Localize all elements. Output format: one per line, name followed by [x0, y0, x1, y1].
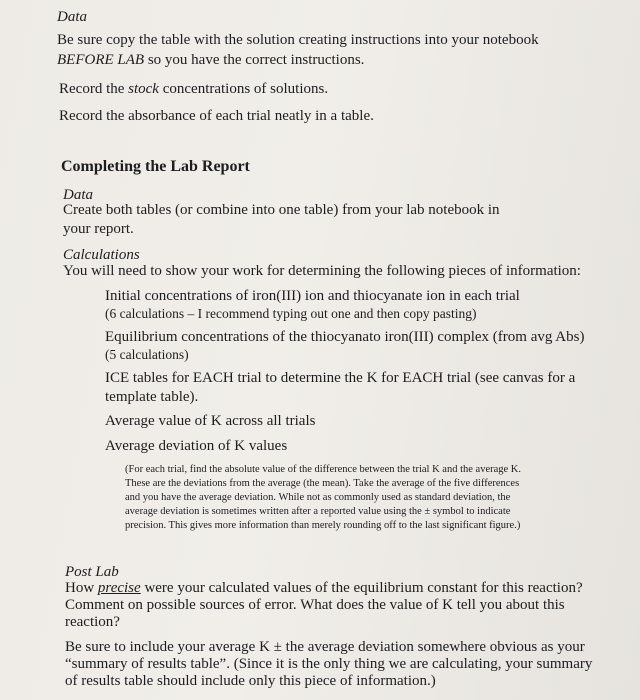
- text: concentrations of solutions.: [158, 81, 329, 97]
- calc-item-equilibrium-note: (5 calculations): [105, 347, 189, 362]
- note-line: average deviation is sometimes written after a reported value using the ± symbol to indicate: [125, 506, 511, 517]
- postlab-question-line: reaction?: [65, 614, 120, 630]
- summary-line: of results table should include only this piece of information.): [65, 673, 436, 689]
- calc-item-ice: ICE tables for EACH trial to determine the K for EACH trial (see canvas for a: [105, 370, 576, 386]
- summary-line: “summary of results table”. (Since it is the only thing we are calculating, your summary: [65, 656, 593, 672]
- text: were your calculated values of the equilibrium constant for this reaction?: [140, 580, 583, 596]
- note-line: precision. This gives more information than merely rounding off to the last significant figure.): [125, 520, 521, 531]
- note-line: These are the deviations from the average (the mean). Take the average of the five differences: [125, 478, 520, 489]
- note-line: and you have the average deviation. While not as commonly used as standard deviation, the: [125, 492, 511, 503]
- text: Record the: [59, 81, 129, 97]
- calc-item-initial: Initial concentrations of iron(III) ion and thiocyanate ion in each trial: [105, 288, 520, 304]
- postlab-heading: Post Lab: [65, 564, 119, 580]
- calculations-subheading: Calculations: [63, 247, 140, 263]
- summary-line: Be sure to include your average K ± the average deviation somewhere obvious as your: [65, 639, 585, 655]
- calc-item-average-k: Average value of K across all trials: [105, 413, 316, 429]
- calc-item-average-deviation: Average deviation of K values: [105, 438, 288, 454]
- section-heading-data: Data: [57, 9, 87, 25]
- postlab-question-line: Comment on possible sources of error. What does the value of K tell you about this: [65, 597, 565, 613]
- calc-item-ice-cont: template table).: [105, 389, 199, 405]
- text: How: [65, 580, 98, 596]
- note-line: (For each trial, find the absolute value of the difference between the trial K and the average K.: [125, 464, 522, 475]
- instruction-line: Be sure copy the table with the solution creating instructions into your notebook: [57, 32, 539, 48]
- data-line: your report.: [63, 221, 134, 237]
- record-stock-line: [59, 80, 328, 99]
- data-line: Create both tables (or combine into one table) from your lab notebook in: [63, 202, 500, 218]
- report-title: Completing the Lab Report: [61, 158, 250, 175]
- instruction-line: [57, 51, 364, 70]
- calculations-intro: You will need to show your work for determining the following pieces of information:: [63, 263, 581, 279]
- data-subheading: Data: [63, 187, 93, 203]
- record-absorbance-line: Record the absorbance of each trial neatly in a table.: [59, 108, 374, 124]
- calc-item-initial-note: (6 calculations – I recommend typing out one and then copy pasting): [105, 306, 477, 321]
- instruction-text: so you have the correct instructions.: [144, 52, 365, 68]
- emphasis-text: BEFORE LAB: [57, 52, 145, 68]
- calc-item-equilibrium: Equilibrium concentrations of the thiocyanato iron(III) complex (from avg Abs): [105, 329, 585, 345]
- emphasis-text: stock: [128, 81, 159, 97]
- emphasis-text: precise: [97, 580, 141, 596]
